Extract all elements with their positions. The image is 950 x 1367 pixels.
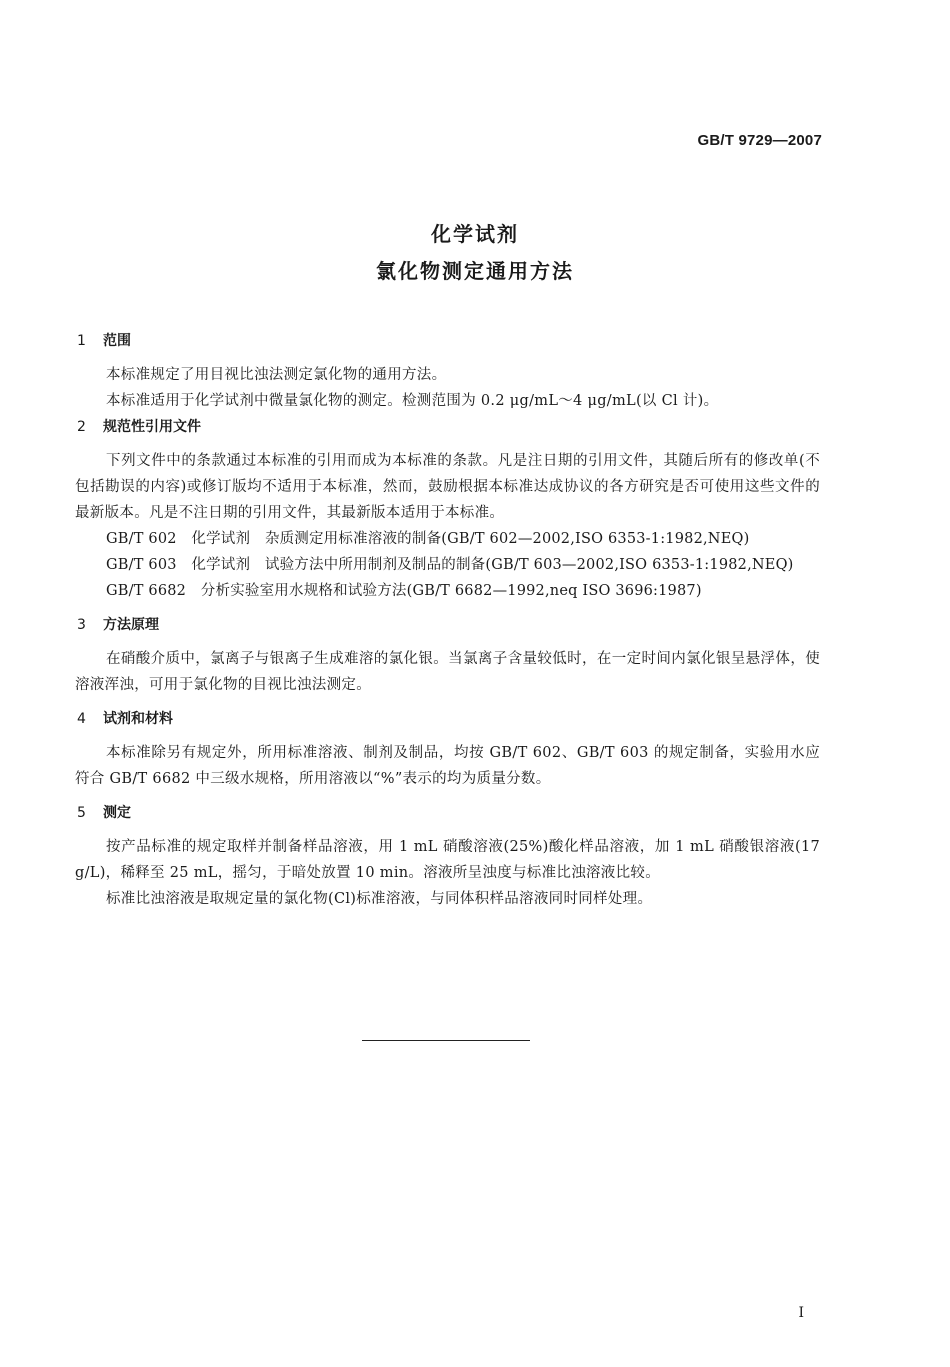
section-title: 规范性引用文件 [103, 419, 201, 435]
paragraph: 按产品标准的规定取样并制备样品溶液，用 1 mL 硝酸溶液(25%)酸化样品溶液，加 1 mL 硝酸银溶液(17 g/L)，稀释至 25 mL，摇匀，于暗处放置 10 min。溶液所呈浊度与标准比浊溶液比较。 [75, 839, 820, 881]
section-heading [77, 706, 820, 732]
standard-number: GB/T 9729—2007 [697, 132, 822, 149]
section-number: 4 [77, 711, 86, 727]
section-number: 3 [77, 617, 86, 633]
document-title-line2: 氯化物测定通用方法 [376, 259, 574, 283]
section-heading [77, 612, 820, 638]
paragraph: 本标准规定了用目视比浊法测定氯化物的通用方法。 [106, 367, 447, 383]
paragraph: 下列文件中的条款通过本标准的引用而成为本标准的条款。凡是注日期的引用文件，其随后所有的修改单(不包括勘误的内容)或修订版均不适用于本标准，然而，鼓励根据本标准达成协议的各方研究是否可使用这些文件的最新版本。凡是不注日期的引用文件，其最新版本适用于本标准。 [75, 453, 820, 521]
section-1 [75, 328, 820, 414]
reference-item: GB/T 603 化学试剂 试验方法中所用制剂及制品的制备(GB/T 603—2002,ISO 6353-1:1982,NEQ) [106, 557, 794, 573]
section-number: 2 [77, 419, 86, 435]
section-title: 试剂和材料 [103, 711, 173, 727]
section-heading [77, 800, 820, 826]
document-body [75, 328, 820, 912]
reference-item: GB/T 602 化学试剂 杂质测定用标准溶液的制备(GB/T 602—2002,ISO 6353-1:1982,NEQ) [106, 531, 750, 547]
section-2 [75, 414, 820, 612]
paragraph: 标准比浊溶液是取规定量的氯化物(Cl)标准溶液，与同体积样品溶液同时同样处理。 [106, 891, 653, 907]
paragraph: 本标准适用于化学试剂中微量氯化物的测定。检测范围为 0.2 μg/mL～4 μg/mL(以 Cl 计)。 [106, 393, 719, 409]
section-4 [75, 706, 820, 800]
section-5 [75, 800, 820, 912]
section-title: 范围 [103, 333, 131, 349]
page-number: I [798, 1305, 804, 1321]
section-title: 方法原理 [103, 617, 159, 633]
paragraph: 在硝酸介质中，氯离子与银离子生成难溶的氯化银。当氯离子含量较低时，在一定时间内氯化银呈悬浮体，使溶液浑浊，可用于氯化物的目视比浊法测定。 [75, 651, 820, 693]
reference-item: GB/T 6682 分析实验室用水规格和试验方法(GB/T 6682—1992,neq ISO 3696:1987) [106, 583, 702, 599]
section-title: 测定 [103, 805, 131, 821]
section-heading [77, 328, 820, 354]
section-heading [77, 414, 820, 440]
paragraph: 本标准除另有规定外，所用标准溶液、制剂及制品，均按 GB/T 602、GB/T 603 的规定制备，实验用水应符合 GB/T 6682 中三级水规格，所用溶液以“%”表示的均为质量分数。 [75, 745, 820, 787]
section-3 [75, 612, 820, 706]
end-of-standard-rule [362, 1040, 530, 1041]
section-number: 1 [77, 333, 86, 349]
section-number: 5 [77, 805, 86, 821]
document-title-line1: 化学试剂 [431, 222, 519, 246]
